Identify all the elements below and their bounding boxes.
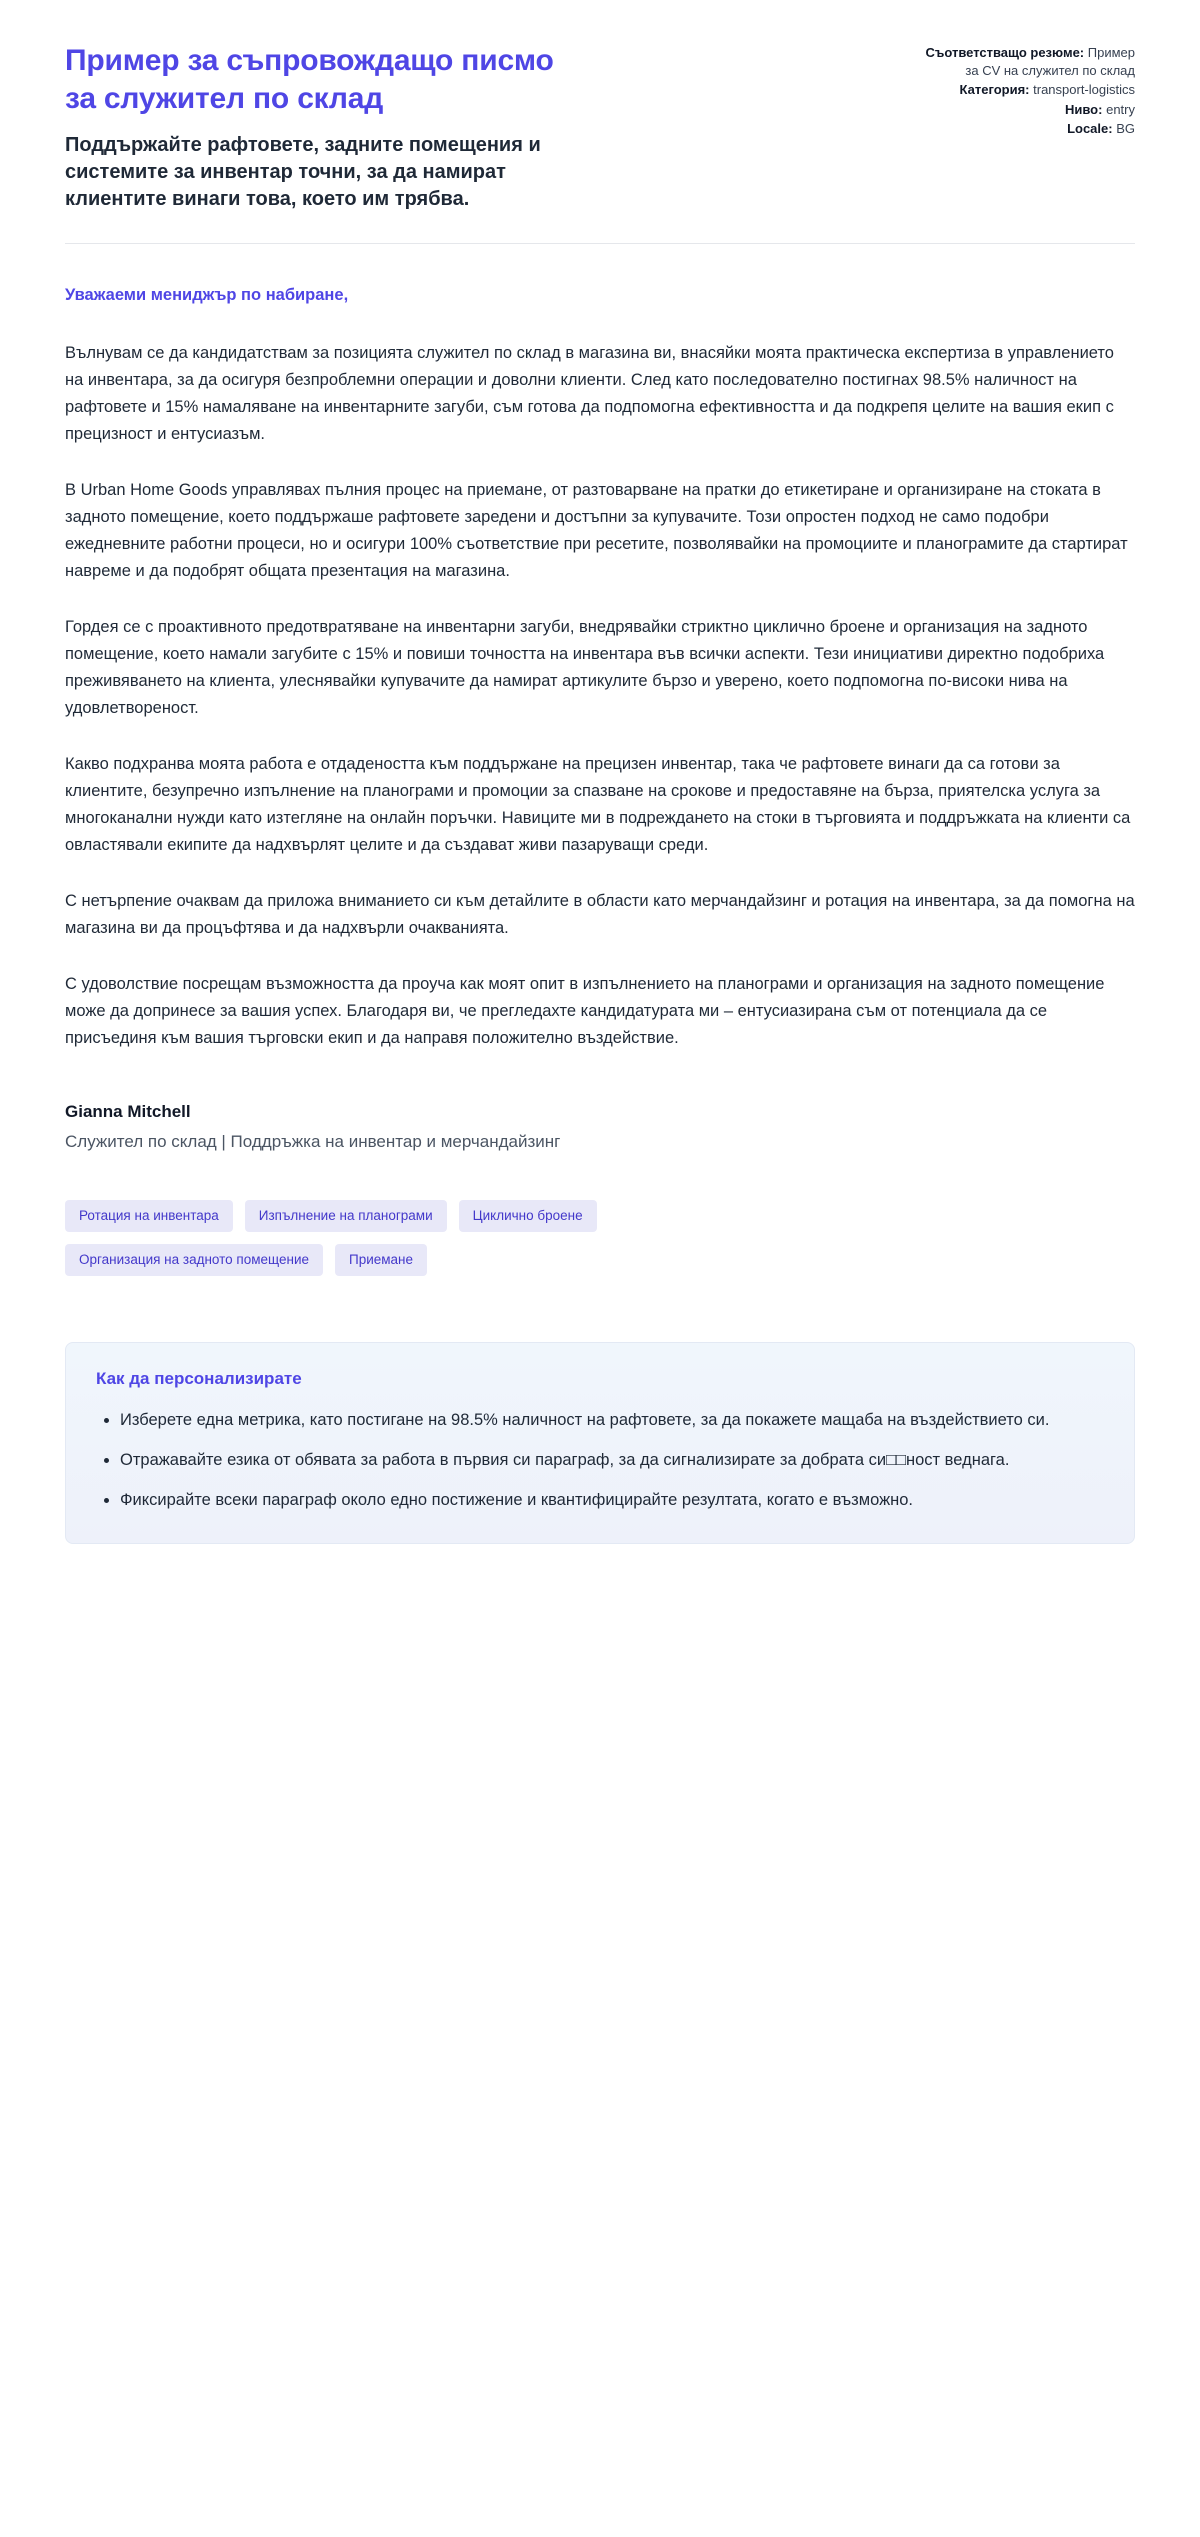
skill-tag: Приемане — [335, 1244, 427, 1276]
personalize-bullet: • Фиксирайте всеки параграф около едно постижение и квантифицирайте резултата, когато е възможно. — [120, 1487, 1104, 1513]
letter-paragraph: В Urban Home Goods управлявах пълния процес на приемане, от разтоварване на пратки до етикетиране и организиране на стоката в задното помещение, което поддържаше рафтовете заредени и достъпни за купувачите. Този опростен подход не само подобри ежедневните работни процеси, но и осигури 100% съответствие при ресетите, позволявайки на промоциите и планограмите да стартират навреме и да подобрят общата презентация на магазина. — [65, 481, 1128, 580]
meta-row-category — [917, 81, 1135, 99]
cover-letter-body — [65, 244, 1135, 1544]
page-title: Пример за съпровождащо писмо за служител по склад — [65, 44, 554, 115]
meta-row-locale — [917, 120, 1135, 138]
page-subtitle: Поддържайте рафтовете, задните помещения и системите за инвентар точни, за да намират клиентите винаги това, което им трябва. — [65, 134, 541, 210]
letter-paragraph: С нетърпение очаквам да приложа вниманието си към детайлите в области като мерчандайзинг и ротация на инвентара, за да помогна на магазина ви да процъфтява и да надхвърли очакванията. — [65, 892, 1135, 937]
skill-tag: Циклично броене — [459, 1200, 597, 1232]
meta-value: entry — [1106, 101, 1135, 117]
skill-tags — [65, 1200, 685, 1276]
meta-label: Категория: — [959, 82, 1030, 97]
skill-tag: Изпълнение на планограми — [245, 1200, 447, 1232]
personalize-list — [96, 1407, 1104, 1513]
meta-row-level — [917, 101, 1135, 119]
meta-label: Locale: — [1067, 121, 1113, 136]
letter-paragraph: Вълнувам се да кандидатствам за позицията служител по склад в магазина ви, внасяйки моята практическа експертиза в управлението на инвентара, за да осигуря безпроблемни операции и доволни клиенти. След като последователно постигнах 98.5% наличност на рафтовете и 15% намаляване на инвентарните загуби, съм готова да подпомогна ефективността и да подкрепя целите на вашия екип с прецизност и ентусиазъм. — [65, 344, 1114, 443]
letter-paragraph: Какво подхранва моята работа е отдадеността към поддържане на прецизен инвентар, така че рафтовете винаги да са готови за клиентите, безупречно изпълнение на планограми и промоции за спазване на срокове и предоставяне на бърза, приятелска услуга за многоканални нужди като изтегляне на онлайн поръчки. Навиците ми в подреждането на стоки в търговията и поддръжката на клиенти са овластявали екипите да надхвърлят целите и да създават живи пазаруващи среди. — [65, 755, 1131, 854]
signature-role: Служител по склад | Поддръжка на инвентар и мерчандайзинг — [65, 1132, 561, 1151]
header-left — [65, 42, 565, 213]
meta-label: Ниво: — [1064, 101, 1103, 117]
personalize-title: Как да персонализирате — [96, 1369, 302, 1389]
meta-panel — [917, 42, 1135, 140]
personalize-bullet: • Изберете една метрика, като постигане на 98.5% наличност на рафтовете, за да покажете мащаба на въздействието си. — [120, 1407, 1104, 1433]
skill-tag: Ротация на инвентара — [65, 1200, 233, 1232]
meta-label: Съответстващо резюме: — [925, 45, 1085, 60]
letter-paragraph: С удоволствие посрещам възможността да проуча как моят опит в изпълнението на планограми и организация на задното помещение може да допринесе за вашия успех. Благодаря ви, че прегледахте кандидатурата ми – ентусиазирана съм от потенциала да се присъединя към вашия търговски екип и да направя положително въздействие. — [65, 975, 1105, 1047]
signature-name: Gianna Mitchell — [65, 1102, 191, 1121]
meta-value: Пример за CV на служител по склад — [965, 45, 1135, 78]
letter-paragraph: Гордея се с проактивното предотвратяване на инвентарни загуби, внедрявайки стриктно циклично броене и организация на задното помещение, което намали загубите с 15% и повиши точността на инвентара във всички аспекти. Тези инициативи директно подобриха преживяването на клиента, улеснявайки купувачите да намират артикулите бързо и уверено, което подпомогна по-високи нива на удовлетвореност. — [65, 618, 1105, 717]
meta-row-resume — [917, 44, 1135, 79]
header — [65, 42, 1135, 244]
meta-value: BG — [1116, 121, 1135, 136]
letter-greeting: Уважаеми мениджър по набиране, — [65, 286, 349, 304]
meta-value: transport-logistics — [1033, 82, 1135, 97]
personalize-bullet: • Отражавайте езика от обявата за работа в първия си параграф, за да сигнализирате за добрата си□□ност веднага. — [120, 1447, 1104, 1473]
skill-tag: Организация на задното помещение — [65, 1244, 323, 1276]
personalize-box — [65, 1342, 1135, 1544]
